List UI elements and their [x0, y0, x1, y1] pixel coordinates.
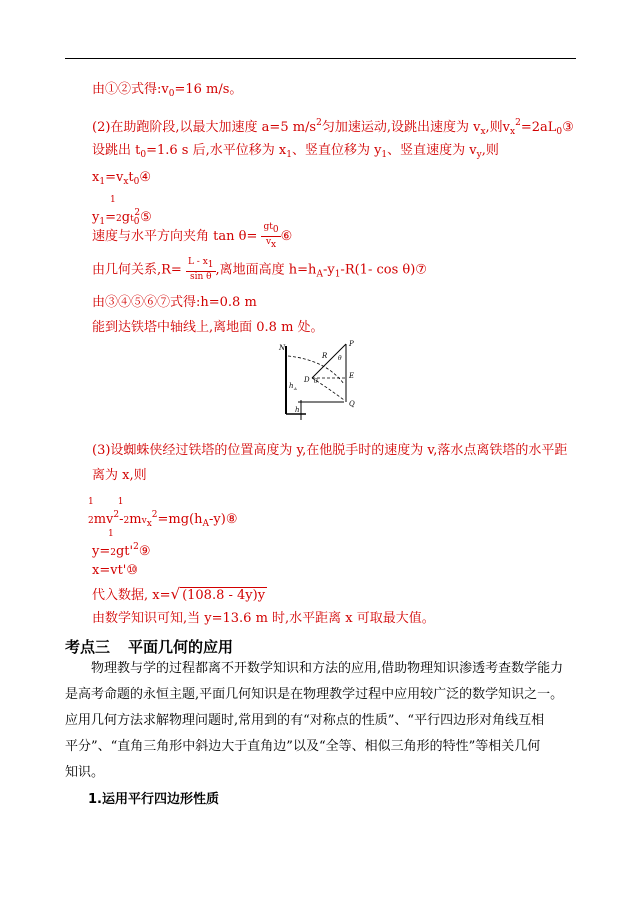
answer-line-11: 离为 x,则 [92, 468, 147, 483]
body-line: 物理教与学的过程都离不开数学知识和方法的应用,借助物理知识渗透考查数学能力 [91, 661, 564, 676]
subsection-heading: 1.运用平行四边形性质 [88, 792, 219, 807]
label-d: D [304, 376, 310, 384]
answer-line-3: 设跳出 $t_0=1.6$ s 后,水平位移为 $x_1$、竖直位移为 $y_1$、竖直速度为 $v_y$,则 [92, 143, 499, 160]
section-number: 考点三 [65, 638, 111, 656]
equation-10: x=vt'⑩ [92, 563, 139, 578]
equation-9: 1 $y=2gt'^2⑨$ [92, 529, 151, 559]
equation-5: 1 $y_1=2gt_0^2⑤$ [92, 195, 152, 227]
label-h: h [295, 406, 300, 414]
body-line: 应用几何方法求解物理问题时,常用到的有“对称点的性质”、“平行四边形对角线互相 [65, 713, 545, 728]
section-heading [65, 636, 251, 657]
answer-line-12: 代入数据, x=√ (108.8 - 4y)y [92, 585, 266, 603]
label-ha-sub: A [294, 386, 297, 391]
answer-line-10: (3)设蜘蛛侠经过铁塔的位置高度为 y,在他脱手时的速度为 v,落水点离铁塔的水平距 [92, 443, 568, 458]
equation-6: 速度与水平方向夹角 tan θ= $\frac{gt_0}{v_x}$ ⑥ [92, 222, 293, 250]
section-title: 平面几何的应用 [128, 638, 234, 656]
label-theta-d: θ [314, 378, 318, 385]
label-r: R [322, 352, 328, 360]
answer-line-13: 由数学知识可知,当 y=13.6 m 时,水平距离 x 可取最大值。 [92, 611, 435, 626]
body-paragraph [65, 656, 577, 786]
label-theta-top: θ [338, 355, 342, 362]
answer-line-2: (2)在助跑阶段,以最大加速度 a=5 $m/s^2$匀加速运动,设跳出速度为 $v_x$,则$v_x^2=2aL_0③$ [92, 118, 574, 137]
body-line: 知识。 [65, 765, 105, 780]
label-q: Q [349, 400, 355, 408]
answer-line-1: 由①②式得$:v_0=16$ m/s。 [92, 82, 243, 99]
answer-line-9: 能到达铁塔中轴线上,离地面 0.8 m 处。 [92, 320, 324, 335]
equation-7: 由几何关系,R= $\frac{L - x_1}{\text{sin θ}}$ ,离地面高度 $h=h_A-y_1-R(1-$ cos θ)⑦ [92, 257, 427, 282]
label-p: P [349, 340, 354, 348]
body-line: 平分”、“直角三角形中斜边大于直角边”以及“全等、相似三角形的特性”等相关几何 [65, 739, 541, 754]
header-rule [65, 58, 576, 59]
body-line: 是高考命题的永恒主题,平面几何知识是在物理教学过程中应用较广泛的数学知识之一。 [65, 687, 564, 702]
tower-diagram [276, 336, 364, 424]
equation-4: $x_1=v_xt_0④$ [92, 170, 152, 187]
label-e: E [349, 372, 355, 380]
equation-8: 1 1 $2mv^2-2mv_x^2=mg(h_A-y)⑧$ [88, 497, 238, 529]
label-n: N [279, 344, 286, 352]
label-ha: h [289, 382, 294, 390]
answer-line-8: 由③④⑤⑥⑦式得:h=0.8 m [92, 295, 257, 310]
